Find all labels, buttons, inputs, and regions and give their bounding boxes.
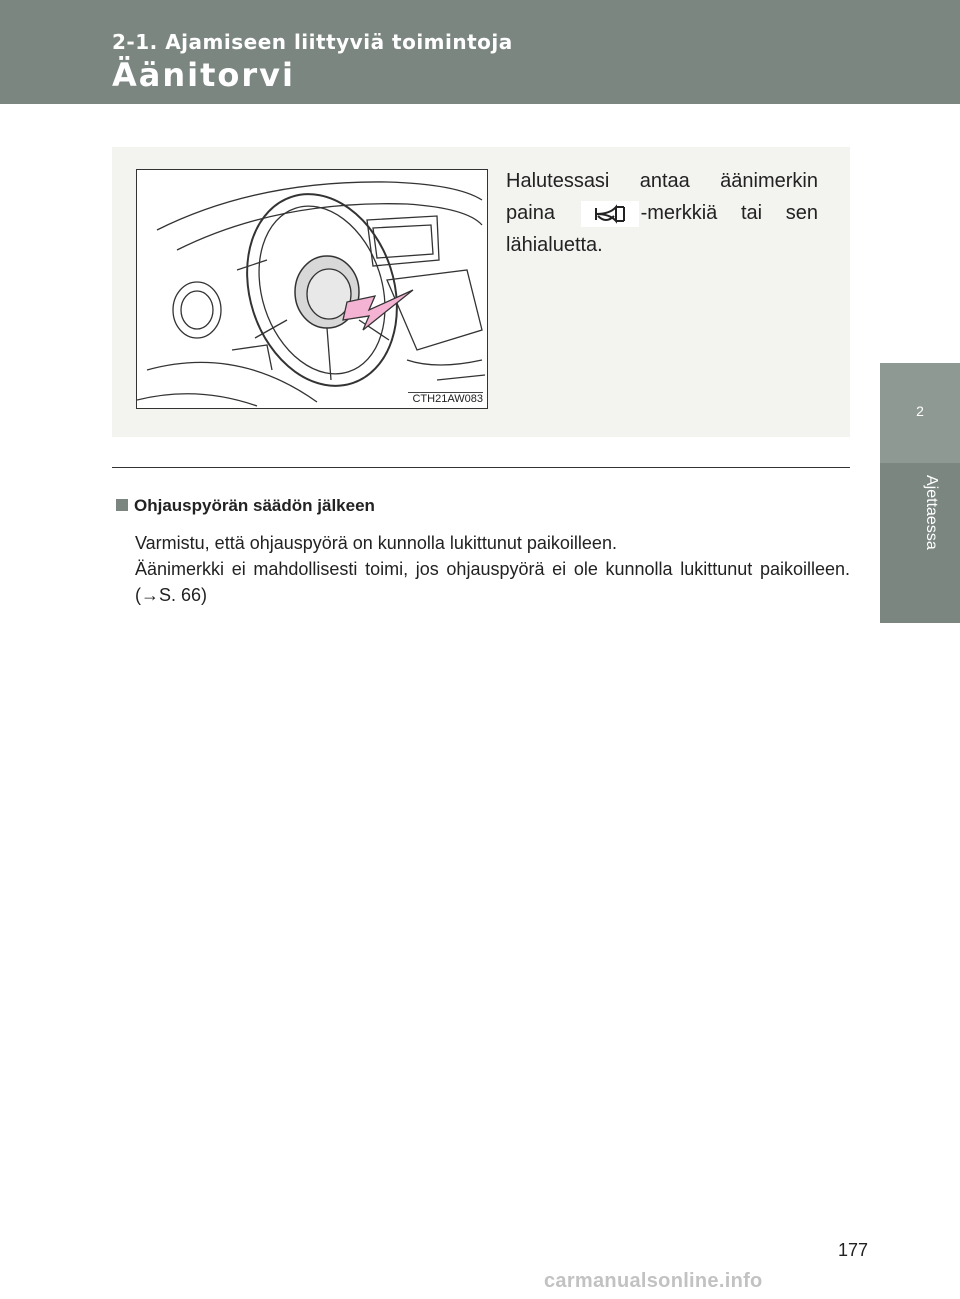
watermark: carmanualsonline.info bbox=[544, 1270, 763, 1292]
instruction-text-before: Halutessasi antaa äänimerkin paina bbox=[506, 170, 818, 224]
page-title: Äänitorvi bbox=[112, 56, 295, 94]
instruction-text-after: -merkkiä tai sen lähialuetta. bbox=[506, 202, 818, 256]
page-header bbox=[0, 0, 960, 104]
image-code: CTH21AW083 bbox=[408, 392, 483, 405]
bullet-square-icon bbox=[116, 499, 128, 511]
note-heading-text: Ohjauspyörän säädön jälkeen bbox=[134, 496, 375, 515]
instruction-text bbox=[506, 165, 818, 261]
chapter-number: 2 bbox=[916, 403, 924, 419]
note-line-1: Varmistu, että ohjauspyörä on kunnolla lukittunut paikoilleen. bbox=[135, 533, 617, 553]
chapter-side-tab bbox=[880, 363, 960, 623]
note-body bbox=[135, 530, 850, 608]
dashboard-drawing bbox=[137, 170, 487, 408]
note-line-2: Äänimerkki ei mahdollisesti toimi, jos ohjauspyörä ei ole kunnolla lukittunut paikoilleen. (→S. 66) bbox=[135, 559, 850, 605]
chapter-label: Ajettaessa bbox=[923, 475, 940, 550]
note-heading bbox=[116, 496, 375, 516]
illustration-panel bbox=[112, 147, 850, 437]
section-title: 2-1. Ajamiseen liittyviä toimintoja bbox=[112, 30, 513, 54]
page-number: 177 bbox=[838, 1240, 869, 1260]
steering-wheel-illustration bbox=[136, 169, 488, 409]
section-divider bbox=[112, 467, 850, 468]
horn-icon bbox=[581, 201, 639, 227]
